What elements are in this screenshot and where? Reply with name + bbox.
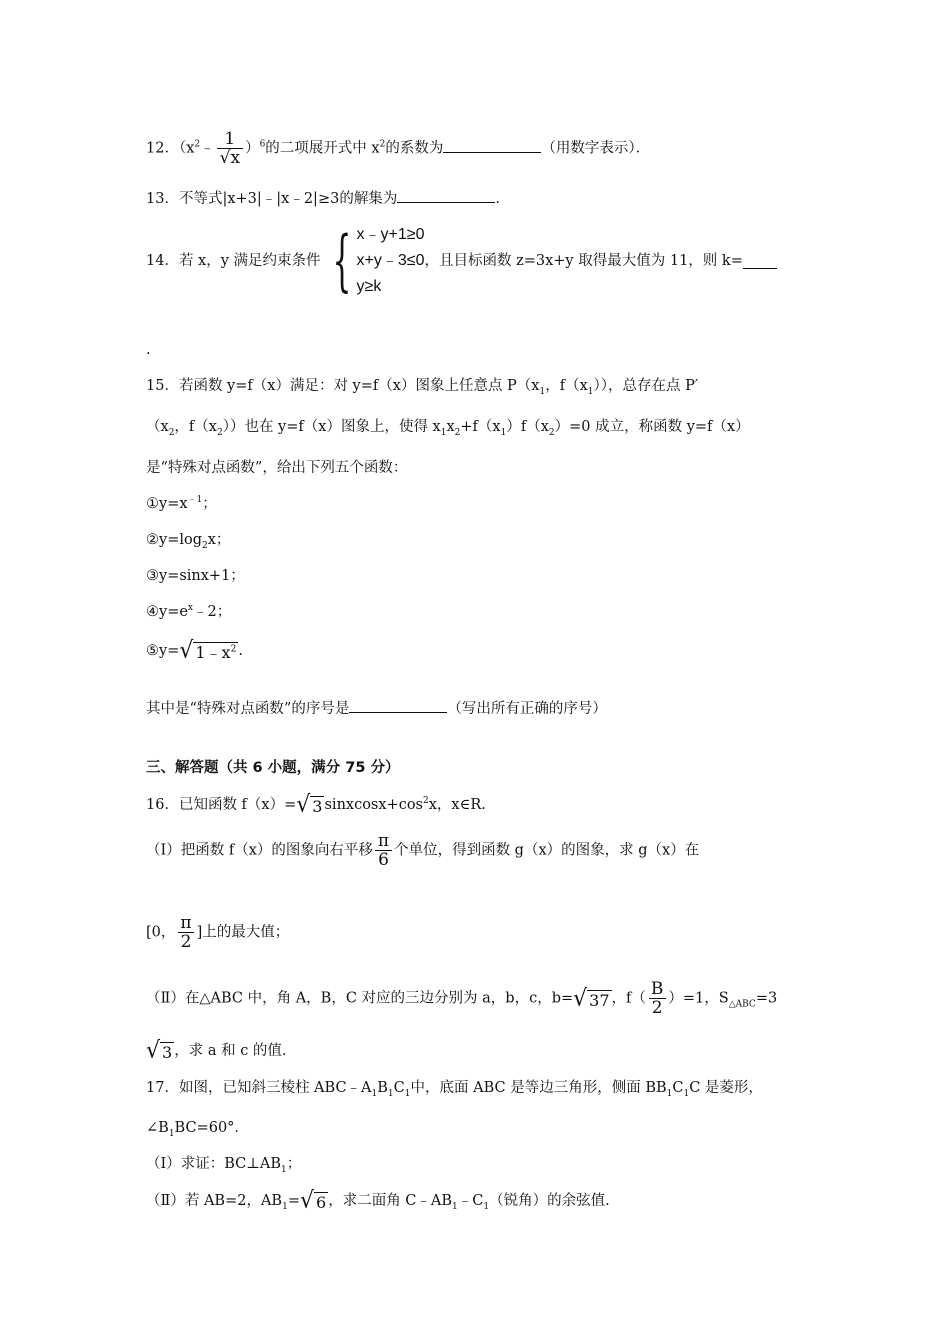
question-17-line-1: 17．如图，已知斜三棱柱 $ABC﹣A_1B_1C_1$中，底面 ABC 是等边三角形，侧面 $BB_1C_1C$ 是菱形， — [146, 1080, 763, 1099]
square-root: √ 37 — [573, 984, 610, 1012]
square-root: √ $1﹣x^2$ — [179, 637, 237, 664]
brace-icon: { — [332, 222, 351, 299]
answer-blank — [349, 698, 447, 713]
question-14-dot: . — [146, 342, 151, 358]
question-13: 13．不等式|x+3|﹣|x﹣2|≥3的解集为 ． — [146, 188, 510, 209]
constraint-system: { x﹣y+1≥0 x+y﹣3≤0 y≥k — [332, 222, 425, 299]
answer-blank — [743, 254, 777, 269]
answer-blank — [443, 138, 541, 153]
question-17-part-1: （Ⅰ）求证：$BC\perp AB_1$； — [146, 1156, 302, 1175]
function-4: $④y=e^x﹣2$； — [146, 603, 232, 620]
square-root: √ 6 — [299, 1187, 327, 1214]
question-15-ask: 其中是“特殊对点函数”的序号是 （写出所有正确的序号） — [146, 698, 607, 719]
fraction: $\frac{1}{√x}$ — [217, 130, 243, 167]
answer-blank — [397, 188, 495, 203]
section-heading: 三、解答题（共 6 小题，满分 75 分） — [146, 760, 400, 776]
function-1: $①y=x^{﹣1}$； — [146, 495, 217, 512]
square-root: √ 3 — [296, 791, 323, 818]
question-15-line-1: 15．若函数 y=f（x）满足：对 y=f（x）图象上任意点 $P(x_1$，$f(x_1)$），总存在点 P′ — [146, 378, 699, 397]
question-17-part-2: （Ⅱ）若 AB=2，$AB_1=$ √ 6 ，求二面角 $C﹣AB_1﹣C_1$（锐角）的余弦值. — [146, 1187, 610, 1214]
question-15-line-2: （$x_2$，$f(x_2)$）也在 y=f（x）图象上，使得 $x_1x_2+f(x_1)f(x_2)=0$ 成立，称函数 y=f（x） — [146, 419, 750, 438]
question-12: 12．（$x^2﹣$ $\frac{1}{√x}$ ）$^6$的二项展开式中 $x^2$的系数为 （用数字表示）． — [146, 129, 651, 168]
square-root: √ 3 — [146, 1037, 173, 1064]
question-16-part-1: （Ⅰ）把函数 f（x）的图象向右平移 $\frac{\pi}{6}$ 个单位，得到函数 g（x）的图象，求 g（x）在 — [146, 831, 700, 870]
question-14: 14．若 x，y 满足约束条件 { x﹣y+1≥0 x+y﹣3≤0 y≥k ，且目标函数 z=3x+y 取得最大值为 11，则 k= — [146, 222, 777, 300]
question-15-line-3: 是“特殊对点函数”，给出下列五个函数： — [146, 460, 408, 476]
question-16-part-1-cont: [0， $\frac{\pi}{2}$ ]上的最大值； — [146, 913, 290, 952]
fraction: $\frac{B}{2}$ — [648, 980, 667, 1017]
question-17-line-2: $\angle B_1BC=60^\circ$． — [146, 1120, 249, 1139]
fraction: $\frac{\pi}{6}$ — [375, 832, 392, 869]
question-16-part-2: （Ⅱ）在△ABC 中，角 A，B，C 对应的三边分别为 a，b，c，b= √ 37 ，f（ $\frac{B}{2}$ ）=1，$S_{\triangle ABC}=3$ — [146, 979, 778, 1018]
question-16-part-2-cont: √ 3 ，求 a 和 c 的值. — [146, 1037, 287, 1064]
function-3: ③y=sinx+1； — [146, 568, 245, 584]
function-2: $②y=\log_2x$； — [146, 532, 231, 551]
function-5: ⑤y= √ $1﹣x^2$ . — [146, 637, 243, 664]
fraction: $\frac{\pi}{2}$ — [177, 914, 194, 951]
question-16-line-1: 16．已知函数 f（x）= √ 3 $sinxcosx+\cos^2x$，x∈R. — [146, 791, 486, 818]
